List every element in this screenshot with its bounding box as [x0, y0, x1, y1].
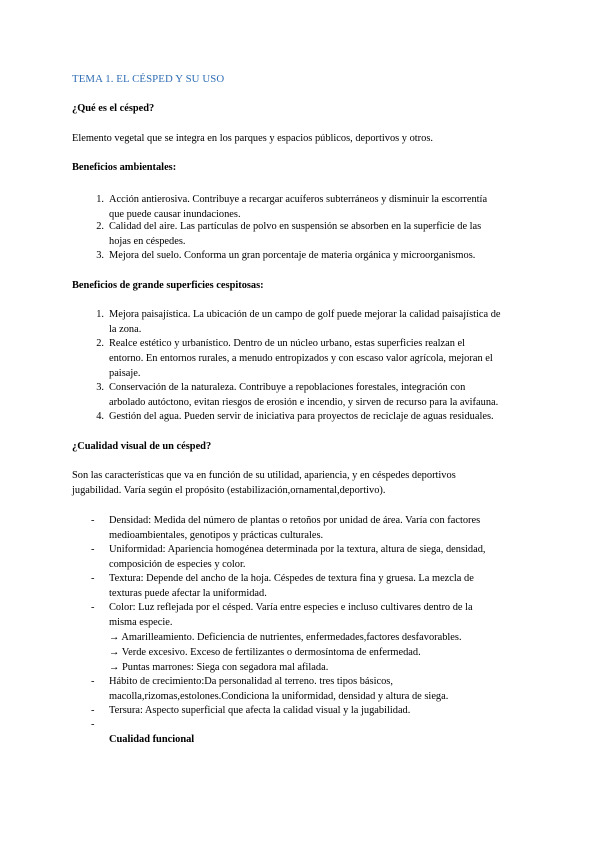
list-line: Mejora del suelo. Conforma un gran porcentaje de materia orgánica y microorganismos. — [109, 250, 476, 261]
dash-line: medioambientales, genotipos y prácticas culturales. — [109, 530, 324, 541]
question-what-is-lawn: ¿Qué es el césped? — [72, 103, 155, 114]
env-benefits-heading: Beneficios ambientales: — [72, 162, 177, 173]
dash-line: Tersura: Aspecto superficial que afecta la calidad visual y la jugabilidad. — [109, 705, 411, 716]
color-sub-item: → Puntas marrones: Siega con segadora mal afilada. — [109, 662, 329, 673]
dash-bullet: - — [91, 719, 95, 730]
question-visual-quality: ¿Cualidad visual de un césped? — [72, 441, 212, 452]
list-line: Acción antierosiva. Contribuye a recargar acuíferos subterráneos y disminuir la escorrentía — [109, 194, 488, 205]
dash-line: Uniformidad: Apariencia homogénea determinada por la textura, altura de siega, densidad, — [109, 544, 486, 555]
dash-bullet: - — [91, 705, 95, 716]
dash-line: Textura: Depende del ancho de la hoja. Céspedes de textura fina y gruesa. La mezcla de — [109, 573, 474, 584]
intro-line: Son las características que va en función de su utilidad, apariencia, y en céspedes deportivos — [72, 470, 456, 481]
list-number: 1. — [96, 309, 104, 320]
functional-quality-heading: Cualidad funcional — [109, 734, 195, 745]
dash-line: Hábito de crecimiento:Da personalidad al terreno. tres tipos básicos, — [109, 676, 393, 687]
list-number: 1. — [96, 194, 104, 205]
list-line: Conservación de la naturaleza. Contribuye a repoblaciones forestales, integración con — [109, 382, 466, 393]
dash-line: composición de especies y color. — [109, 559, 246, 570]
definition-paragraph: Elemento vegetal que se integra en los parques y espacios públicos, deportivos y otros. — [72, 133, 433, 144]
color-sub-item: → Amarilleamiento. Deficiencia de nutrientes, enfermedades,factores desfavorables. — [109, 632, 462, 643]
list-line: la zona. — [109, 324, 142, 335]
list-line: Mejora paisajística. La ubicación de un campo de golf puede mejorar la calidad paisajística de — [109, 309, 501, 320]
list-number: 2. — [96, 338, 104, 349]
dash-line: Color: Luz reflejada por el césped. Varía entre especies e incluso cultivares dentro de la — [109, 602, 473, 613]
list-number: 4. — [96, 411, 104, 422]
document-title: TEMA 1. EL CÉSPED Y SU USO — [72, 73, 225, 85]
dash-bullet: - — [91, 602, 95, 613]
dash-line: Densidad: Medida del número de plantas o retoños por unidad de área. Varía con factores — [109, 515, 481, 526]
list-line: Realce estético y urbanístico. Dentro de un núcleo urbano, estas superficies realzan el — [109, 338, 466, 349]
list-line: entorno. En entornos rurales, a menudo entropizados y con escaso valor agrícola, mejoran el — [109, 353, 493, 364]
intro-line: jugabilidad. Varía según el propósito (estabilización,ornamental,deportivo). — [72, 485, 386, 496]
dash-bullet: - — [91, 515, 95, 526]
list-line: que puede causar inundaciones. — [109, 209, 241, 220]
large-surfaces-heading: Beneficios de grande superficies cespitosas: — [72, 280, 264, 291]
list-line: Gestión del agua. Pueden servir de iniciativa para proyectos de reciclaje de aguas residuales. — [109, 411, 494, 422]
color-sub-item: → Verde excesivo. Exceso de fertilizantes o dermosíntoma de enfermedad. — [109, 647, 421, 658]
list-number: 3. — [96, 382, 104, 393]
list-line: hojas en céspedes. — [109, 236, 186, 247]
list-number: 2. — [96, 221, 104, 232]
dash-line: macolla,rizomas,estolones.Condiciona la uniformidad, densidad y altura de siega. — [109, 691, 449, 702]
dash-line: misma especie. — [109, 617, 173, 628]
list-line: paisaje. — [109, 368, 141, 379]
dash-bullet: - — [91, 573, 95, 584]
dash-bullet: - — [91, 676, 95, 687]
list-number: 3. — [96, 250, 104, 261]
dash-bullet: - — [91, 544, 95, 555]
list-line: arbolado autóctono, evitan riesgos de erosión e incendio, y sirven de recurso para la avifauna. — [109, 397, 499, 408]
visual-quality-intro — [72, 468, 456, 498]
list-line: Calidad del aire. Las partículas de polvo en suspensión se absorben en la superficie de las — [109, 221, 482, 232]
dash-line: texturas puede afectar la uniformidad. — [109, 588, 267, 599]
